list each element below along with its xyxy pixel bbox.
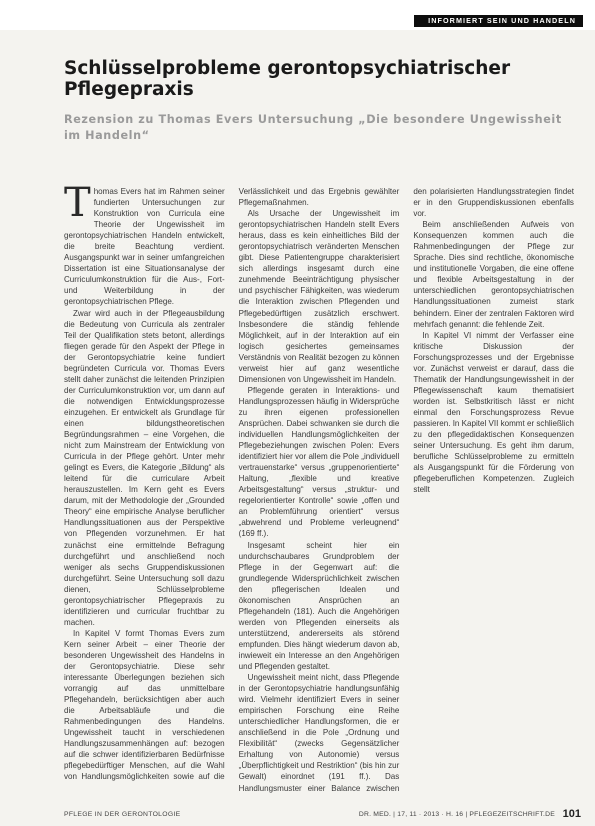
paragraph-3: In Kapitel V formt Thomas Evers zum Kern seiner Arbeit – einer Theorie der besonderen Ungewissheit des Handelns in der Gerontopsychiatrie. Diese sehr interessante Überlegungen beziehen sich vorrangig auf das unmittelbare Pflegehandeln, berücksichtigen aber auch die Arbeitsabläufe und die Rahmenbedingungen des Handelns. Ungewissheit taucht in verschiedenen Handlungszusammenhängen auf: bezogen auf die schwer identifizierbaren Bedürfnisse pflegebedürftiger Menschen, auf die Wahl von Handlungsmöglichkeiten sowie auf die Verlässlichkeit und das Ergebnis gewählter Pflegemaßnahmen. bbox=[64, 187, 400, 782]
paragraph-1-text: homas Evers hat im Rahmen seiner fundierten Untersuchungen zur Konstruktion von Curricula eine Theorie der Ungewissheit im gerontopsychiatrischen Handeln entwickelt, die breite Beachtung verdient. Ausgangspunkt war in seiner umfangreichen Dissertation ist eine Situationsanalyse der Curriculumkonstruktion für die Aus-, Fort- und Weiterbildung in der gerontopsychiatrischen Pflege. bbox=[64, 187, 225, 307]
article-body bbox=[64, 180, 574, 798]
header-bar bbox=[0, 0, 595, 30]
section-rubric: INFORMIERT SEIN UND HANDELN bbox=[414, 15, 583, 27]
paragraph-2: Zwar wird auch in der Pflegeausbildung die Bedeutung von Curricula als zentraler Teil der Qualifikation stets betont, allerdings fliegen gerade für den Aspekt der Pflege in der Gerontopsychiatrie keine fundiert begründeten Curricula vor. Thomas Evers stellt daher zunächst die leitenden Prinzipien der Curriculumkonstruktion vor, um dann auf die notwendigen Entwicklungsprozesse einzugehen. Er entwickelt als Grundlage für einen bildungstheoretischen Begründungsrahmen – eine Vorgehen, die nicht zum Mainstream der Entwicklung von Curricula in der Pflege gehört. Unter mehr gelingt es Evers, die Kategorie „Bildung“ als leitend für die curriculare Arbeit herauszustellen. Im Kern geht es Evers darum, mit der Methodologie der „Grounded Theory“ eine empirische Analyse beruflicher Handlungssituationen aus der Perspektive von Pflegenden vorzunehmen. Er hat zunächst eine ermittelnde Befragung durchgeführt und anschließend noch weniger als sechs Gruppendiskussionen durchgeführt. Seine Untersuchung soll dazu dienen, Schlüsselprobleme gerontopsychiatrischer Pflegepraxis zu identifizieren und curricular fruchtbar zu machen. bbox=[64, 308, 225, 627]
footer-issue: DR. MED. | 17, 11 · 2013 · H. 16 | PFLEGEZEITSCHRIFT.DE bbox=[358, 811, 555, 818]
paragraph-7: Ungewissheit meint nicht, dass Pflegende in der Gerontopsychiatrie handlungsunfähig wird. Vielmehr identifiziert Evers in seiner empirischen Forschung eine Reihe unterschiedlicher Handlungsformen, die er anschließend in die Pole „Ordnung und Flexibilität“ (zwecks Gegensätzlicher Erhaltung von Autonomie) versus „Überpflichtigkeit und Restriktion“ (bis hin zur Gewalt) einordnet (191 ff.). Das Handlungsmuster einer Balance zwischen den polarisierten Handlungsstrategien findet er in den Gruppendiskussionen ebenfalls vor. bbox=[238, 187, 574, 793]
article-title: Schlüsselprobleme gerontopsychiatrischer Pflegepraxis bbox=[64, 58, 511, 100]
paragraph-8: Beim anschließenden Aufweis von Konsequenzen kommen auch die Rahmenbedingungen der Pflege zur Sprache. Dies sind rechtliche, ökonomische und institutionelle Vorgaben, die eine offene und flexible Arbeitsgestaltung in der unterschiedlichen gerontopsychiatrischen Handlungssituationen zumeist stark behindern. Einer der zentralen Faktoren wird mehrfach genannt: die fehlende Zeit. bbox=[413, 220, 574, 329]
paragraph-6: Insgesamt scheint hier ein undurchschaubares Grundproblem der Pflege in der Gegenwart auf: die grundlegende Widersprüchlichkeit zwischen den pflegerischen Idealen und ökonomischen Ansprüchen an Pflegehandeln (181). Auch die Angehörigen werden von Pflegenden einerseits als unterstützend, andererseits als störend empfunden. Dies hängt wiederum davon ab, inwieweit ein Interesse an den Angehörigen und Pflegenden gestaltet. bbox=[238, 540, 400, 672]
paragraph-1 bbox=[64, 180, 225, 308]
paragraph-4: Als Ursache der Ungewissheit im gerontopsychiatrischen Handeln stellt Evers heraus, dass es kein einheitliches Bild der gerontopsychiatrisch veränderten Menschen gibt. Diese Patientengruppe charakterisiert sich allerdings insgesamt durch eine zunehmende Beeinträchtigung physischer und psychischer Fähigkeiten, was wiederum die Interaktion zwischen Pflegenden und Pflegebedürftigen zusätzlich erschwert. Insbesondere die ständig fehlende Möglichkeit, auf in der Interaktion auf ein logisch gesichertes gemeinsames Verständnis von Realität bezogen zu können verweist hier auf ganz wesentliche Dimensionen von Ungewissheit im Handeln. bbox=[238, 209, 400, 384]
dropcap: T bbox=[64, 180, 91, 226]
page-footer bbox=[0, 808, 595, 822]
footer-journal: PFLEGE IN DER GERONTOLOGIE bbox=[64, 811, 181, 818]
page-number: 101 bbox=[562, 808, 581, 820]
paragraph-5: Pflegende geraten in Interaktions- und Handlungsprozessen häufig in Widersprüche zu ihren eigenen professionellen Ansprüchen. Dabei schwanken sie durch die individuellen Handlungsmöglichkeiten der Pflegebeziehungen zwischen Polen: Evers identifiziert hier vor allem die Pole „individuell vertrauenstarke“ versus „gruppenorientierte“ Haltung, „flexible und kreative Arbeitsgestaltung“ versus „struktur- und regelorientierter Kontrolle“ sowie „offen und an Problemführung orientiert“ versus „abwehrend und Probleme verleugnend“ (169 ff.). bbox=[238, 385, 400, 539]
article-subtitle: Rezension zu Thomas Evers Untersuchung „Die besondere Ungewissheit im Handeln“ bbox=[64, 113, 562, 142]
paragraph-9: In Kapitel VI nimmt der Verfasser eine kritische Diskussion der Forschungsprozesses und der Ergebnisse vor. Zunächst verweist er darauf, dass die Thematik der Handlungsungewissheit in der Pflegewissenschaft kaum thematisiert worden ist. Selbstkritisch lässt er nicht einmal den Forschungsprozess Revue passieren. In Kapitel VII kommt er schließlich zu den pflegedidaktischen Konsequenzen seiner Untersuchung. Es geht ihm darum, berufliche Schlüsselprobleme zu ermitteln als Ausgangspunkt für die Förderung von pflegeberuflichen Kompetenzen. Zugleich stellt bbox=[413, 330, 574, 495]
